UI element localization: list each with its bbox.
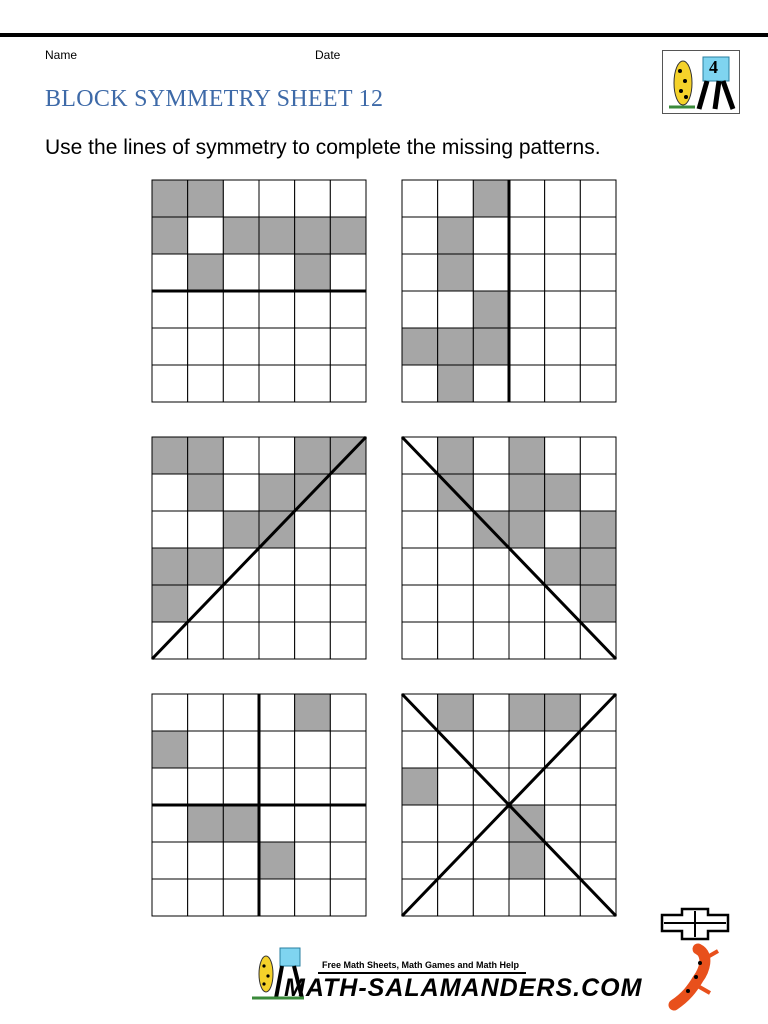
empty-cell xyxy=(188,511,224,548)
empty-cell xyxy=(330,842,366,879)
empty-cell xyxy=(402,842,438,879)
empty-cell xyxy=(152,805,188,842)
empty-cell xyxy=(545,768,581,805)
empty-cell xyxy=(545,365,581,402)
empty-cell xyxy=(295,622,331,659)
empty-cell xyxy=(259,694,295,731)
empty-cell xyxy=(402,254,438,291)
empty-cell xyxy=(330,511,366,548)
shaded-cell xyxy=(545,694,581,731)
empty-cell xyxy=(259,291,295,328)
shaded-cell xyxy=(438,365,474,402)
puzzle-grid-6 xyxy=(402,694,616,916)
shaded-cell xyxy=(438,328,474,365)
empty-cell xyxy=(402,585,438,622)
empty-cell xyxy=(259,768,295,805)
top-rule xyxy=(0,33,768,37)
empty-cell xyxy=(438,622,474,659)
empty-cell xyxy=(580,291,616,328)
shaded-cell xyxy=(188,805,224,842)
empty-cell xyxy=(259,805,295,842)
shaded-cell xyxy=(545,548,581,585)
empty-cell xyxy=(259,254,295,291)
empty-cell xyxy=(259,731,295,768)
empty-cell xyxy=(509,254,545,291)
shaded-cell xyxy=(509,511,545,548)
puzzle-grid-4 xyxy=(402,437,616,659)
empty-cell xyxy=(223,694,259,731)
empty-cell xyxy=(580,842,616,879)
shaded-cell xyxy=(473,180,509,217)
empty-cell xyxy=(545,217,581,254)
empty-cell xyxy=(152,842,188,879)
shaded-cell xyxy=(438,437,474,474)
empty-cell xyxy=(295,548,331,585)
salamander-easel-icon xyxy=(663,51,739,113)
empty-cell xyxy=(438,511,474,548)
empty-cell xyxy=(545,437,581,474)
empty-cell xyxy=(580,254,616,291)
shaded-cell xyxy=(580,548,616,585)
empty-cell xyxy=(473,254,509,291)
empty-cell xyxy=(545,511,581,548)
shaded-cell xyxy=(259,474,295,511)
empty-cell xyxy=(473,437,509,474)
empty-cell xyxy=(509,365,545,402)
empty-cell xyxy=(402,291,438,328)
empty-cell xyxy=(438,548,474,585)
shaded-cell xyxy=(259,842,295,879)
grade-logo xyxy=(662,50,740,114)
empty-cell xyxy=(330,328,366,365)
empty-cell xyxy=(580,474,616,511)
shaded-cell xyxy=(580,585,616,622)
empty-cell xyxy=(188,291,224,328)
shaded-cell xyxy=(152,731,188,768)
empty-cell xyxy=(223,585,259,622)
empty-cell xyxy=(402,474,438,511)
empty-cell xyxy=(330,585,366,622)
empty-cell xyxy=(259,879,295,916)
shaded-cell xyxy=(438,694,474,731)
shaded-cell xyxy=(223,805,259,842)
shaded-cell xyxy=(295,217,331,254)
empty-cell xyxy=(330,365,366,402)
empty-cell xyxy=(223,842,259,879)
empty-cell xyxy=(259,622,295,659)
footer-tagline: Free Math Sheets, Math Games and Math Help xyxy=(322,960,520,970)
shaded-cell xyxy=(152,585,188,622)
empty-cell xyxy=(223,879,259,916)
shaded-cell xyxy=(330,217,366,254)
empty-cell xyxy=(152,474,188,511)
empty-cell xyxy=(580,805,616,842)
shaded-cell xyxy=(188,474,224,511)
empty-cell xyxy=(580,180,616,217)
empty-cell xyxy=(295,511,331,548)
empty-cell xyxy=(402,548,438,585)
empty-cell xyxy=(580,365,616,402)
empty-cell xyxy=(188,328,224,365)
empty-cell xyxy=(330,694,366,731)
empty-cell xyxy=(188,731,224,768)
empty-cell xyxy=(545,291,581,328)
empty-cell xyxy=(580,217,616,254)
empty-cell xyxy=(223,365,259,402)
empty-cell xyxy=(473,217,509,254)
empty-cell xyxy=(509,217,545,254)
empty-cell xyxy=(473,365,509,402)
empty-cell xyxy=(438,805,474,842)
shaded-cell xyxy=(509,842,545,879)
shaded-cell xyxy=(295,694,331,731)
empty-cell xyxy=(402,622,438,659)
empty-cell xyxy=(188,694,224,731)
date-label: Date xyxy=(315,48,341,62)
empty-cell xyxy=(223,291,259,328)
empty-cell xyxy=(259,180,295,217)
empty-cell xyxy=(223,437,259,474)
shaded-cell xyxy=(152,180,188,217)
empty-cell xyxy=(473,585,509,622)
empty-cell xyxy=(438,291,474,328)
shaded-cell xyxy=(402,768,438,805)
name-label: Name xyxy=(45,48,78,62)
empty-cell xyxy=(402,180,438,217)
empty-cell xyxy=(545,805,581,842)
empty-cell xyxy=(509,585,545,622)
empty-cell xyxy=(438,768,474,805)
empty-cell xyxy=(295,842,331,879)
empty-cell xyxy=(223,474,259,511)
empty-cell xyxy=(152,694,188,731)
empty-cell xyxy=(580,731,616,768)
empty-cell xyxy=(330,474,366,511)
shaded-cell xyxy=(152,437,188,474)
empty-cell xyxy=(223,622,259,659)
empty-cell xyxy=(259,548,295,585)
shaded-cell xyxy=(152,217,188,254)
empty-cell xyxy=(509,622,545,659)
empty-cell xyxy=(509,291,545,328)
empty-cell xyxy=(509,180,545,217)
empty-cell xyxy=(509,328,545,365)
empty-cell xyxy=(473,842,509,879)
empty-cell xyxy=(152,254,188,291)
empty-cell xyxy=(295,879,331,916)
empty-cell xyxy=(545,180,581,217)
empty-cell xyxy=(188,842,224,879)
shaded-cell xyxy=(545,474,581,511)
puzzle-grid-2 xyxy=(402,180,616,402)
empty-cell xyxy=(152,328,188,365)
empty-cell xyxy=(259,585,295,622)
empty-cell xyxy=(152,879,188,916)
empty-cell xyxy=(188,879,224,916)
logo-digit: 4 xyxy=(709,57,718,77)
empty-cell xyxy=(473,622,509,659)
sheet-title: BLOCK SYMMETRY SHEET 12 xyxy=(45,86,384,112)
empty-cell xyxy=(295,180,331,217)
empty-cell xyxy=(330,731,366,768)
empty-cell xyxy=(438,879,474,916)
shaded-cell xyxy=(152,548,188,585)
shaded-cell xyxy=(580,511,616,548)
empty-cell xyxy=(473,694,509,731)
shaded-cell xyxy=(295,254,331,291)
empty-cell xyxy=(509,731,545,768)
puzzle-grid-3 xyxy=(152,437,366,659)
empty-cell xyxy=(295,585,331,622)
empty-cell xyxy=(402,217,438,254)
empty-cell xyxy=(152,365,188,402)
shaded-cell xyxy=(473,328,509,365)
empty-cell xyxy=(330,879,366,916)
empty-cell xyxy=(580,768,616,805)
empty-cell xyxy=(330,291,366,328)
empty-cell xyxy=(438,585,474,622)
empty-cell xyxy=(259,437,295,474)
shaded-cell xyxy=(509,694,545,731)
shaded-cell xyxy=(509,474,545,511)
empty-cell xyxy=(545,254,581,291)
empty-cell xyxy=(473,731,509,768)
empty-cell xyxy=(295,805,331,842)
empty-cell xyxy=(545,622,581,659)
empty-cell xyxy=(330,622,366,659)
empty-cell xyxy=(188,768,224,805)
empty-cell xyxy=(580,437,616,474)
empty-cell xyxy=(580,328,616,365)
instructions: Use the lines of symmetry to complete the missing patterns. xyxy=(45,136,601,159)
shaded-cell xyxy=(223,511,259,548)
empty-cell xyxy=(402,805,438,842)
empty-cell xyxy=(330,805,366,842)
empty-cell xyxy=(295,731,331,768)
empty-cell xyxy=(402,511,438,548)
shaded-cell xyxy=(223,217,259,254)
salamander-mascot-icon xyxy=(652,905,738,1015)
shaded-cell xyxy=(473,291,509,328)
empty-cell xyxy=(152,511,188,548)
empty-cell xyxy=(295,768,331,805)
empty-cell xyxy=(438,180,474,217)
puzzle-grid-1 xyxy=(152,180,366,402)
shaded-cell xyxy=(188,437,224,474)
empty-cell xyxy=(402,731,438,768)
empty-cell xyxy=(473,879,509,916)
puzzle-grid-5 xyxy=(152,694,366,916)
empty-cell xyxy=(473,548,509,585)
shaded-cell xyxy=(188,548,224,585)
empty-cell xyxy=(188,622,224,659)
footer-brand: MATH-SALAMANDERS.COM xyxy=(284,974,643,1002)
empty-cell xyxy=(330,254,366,291)
empty-cell xyxy=(330,548,366,585)
empty-cell xyxy=(545,879,581,916)
empty-cell xyxy=(473,474,509,511)
shaded-cell xyxy=(509,437,545,474)
shaded-cell xyxy=(188,254,224,291)
empty-cell xyxy=(330,768,366,805)
shaded-cell xyxy=(438,254,474,291)
empty-cell xyxy=(188,217,224,254)
shaded-cell xyxy=(188,180,224,217)
empty-cell xyxy=(152,768,188,805)
shaded-cell xyxy=(438,217,474,254)
empty-cell xyxy=(223,254,259,291)
empty-cell xyxy=(295,365,331,402)
empty-cell xyxy=(402,365,438,402)
shaded-cell xyxy=(402,328,438,365)
empty-cell xyxy=(259,328,295,365)
empty-cell xyxy=(223,731,259,768)
shaded-cell xyxy=(259,217,295,254)
shaded-cell xyxy=(295,437,331,474)
empty-cell xyxy=(330,180,366,217)
empty-cell xyxy=(223,328,259,365)
empty-cell xyxy=(295,328,331,365)
empty-cell xyxy=(152,291,188,328)
empty-cell xyxy=(188,365,224,402)
empty-cell xyxy=(509,879,545,916)
empty-cell xyxy=(259,365,295,402)
empty-cell xyxy=(545,328,581,365)
empty-cell xyxy=(223,180,259,217)
empty-cell xyxy=(295,291,331,328)
empty-cell xyxy=(223,768,259,805)
